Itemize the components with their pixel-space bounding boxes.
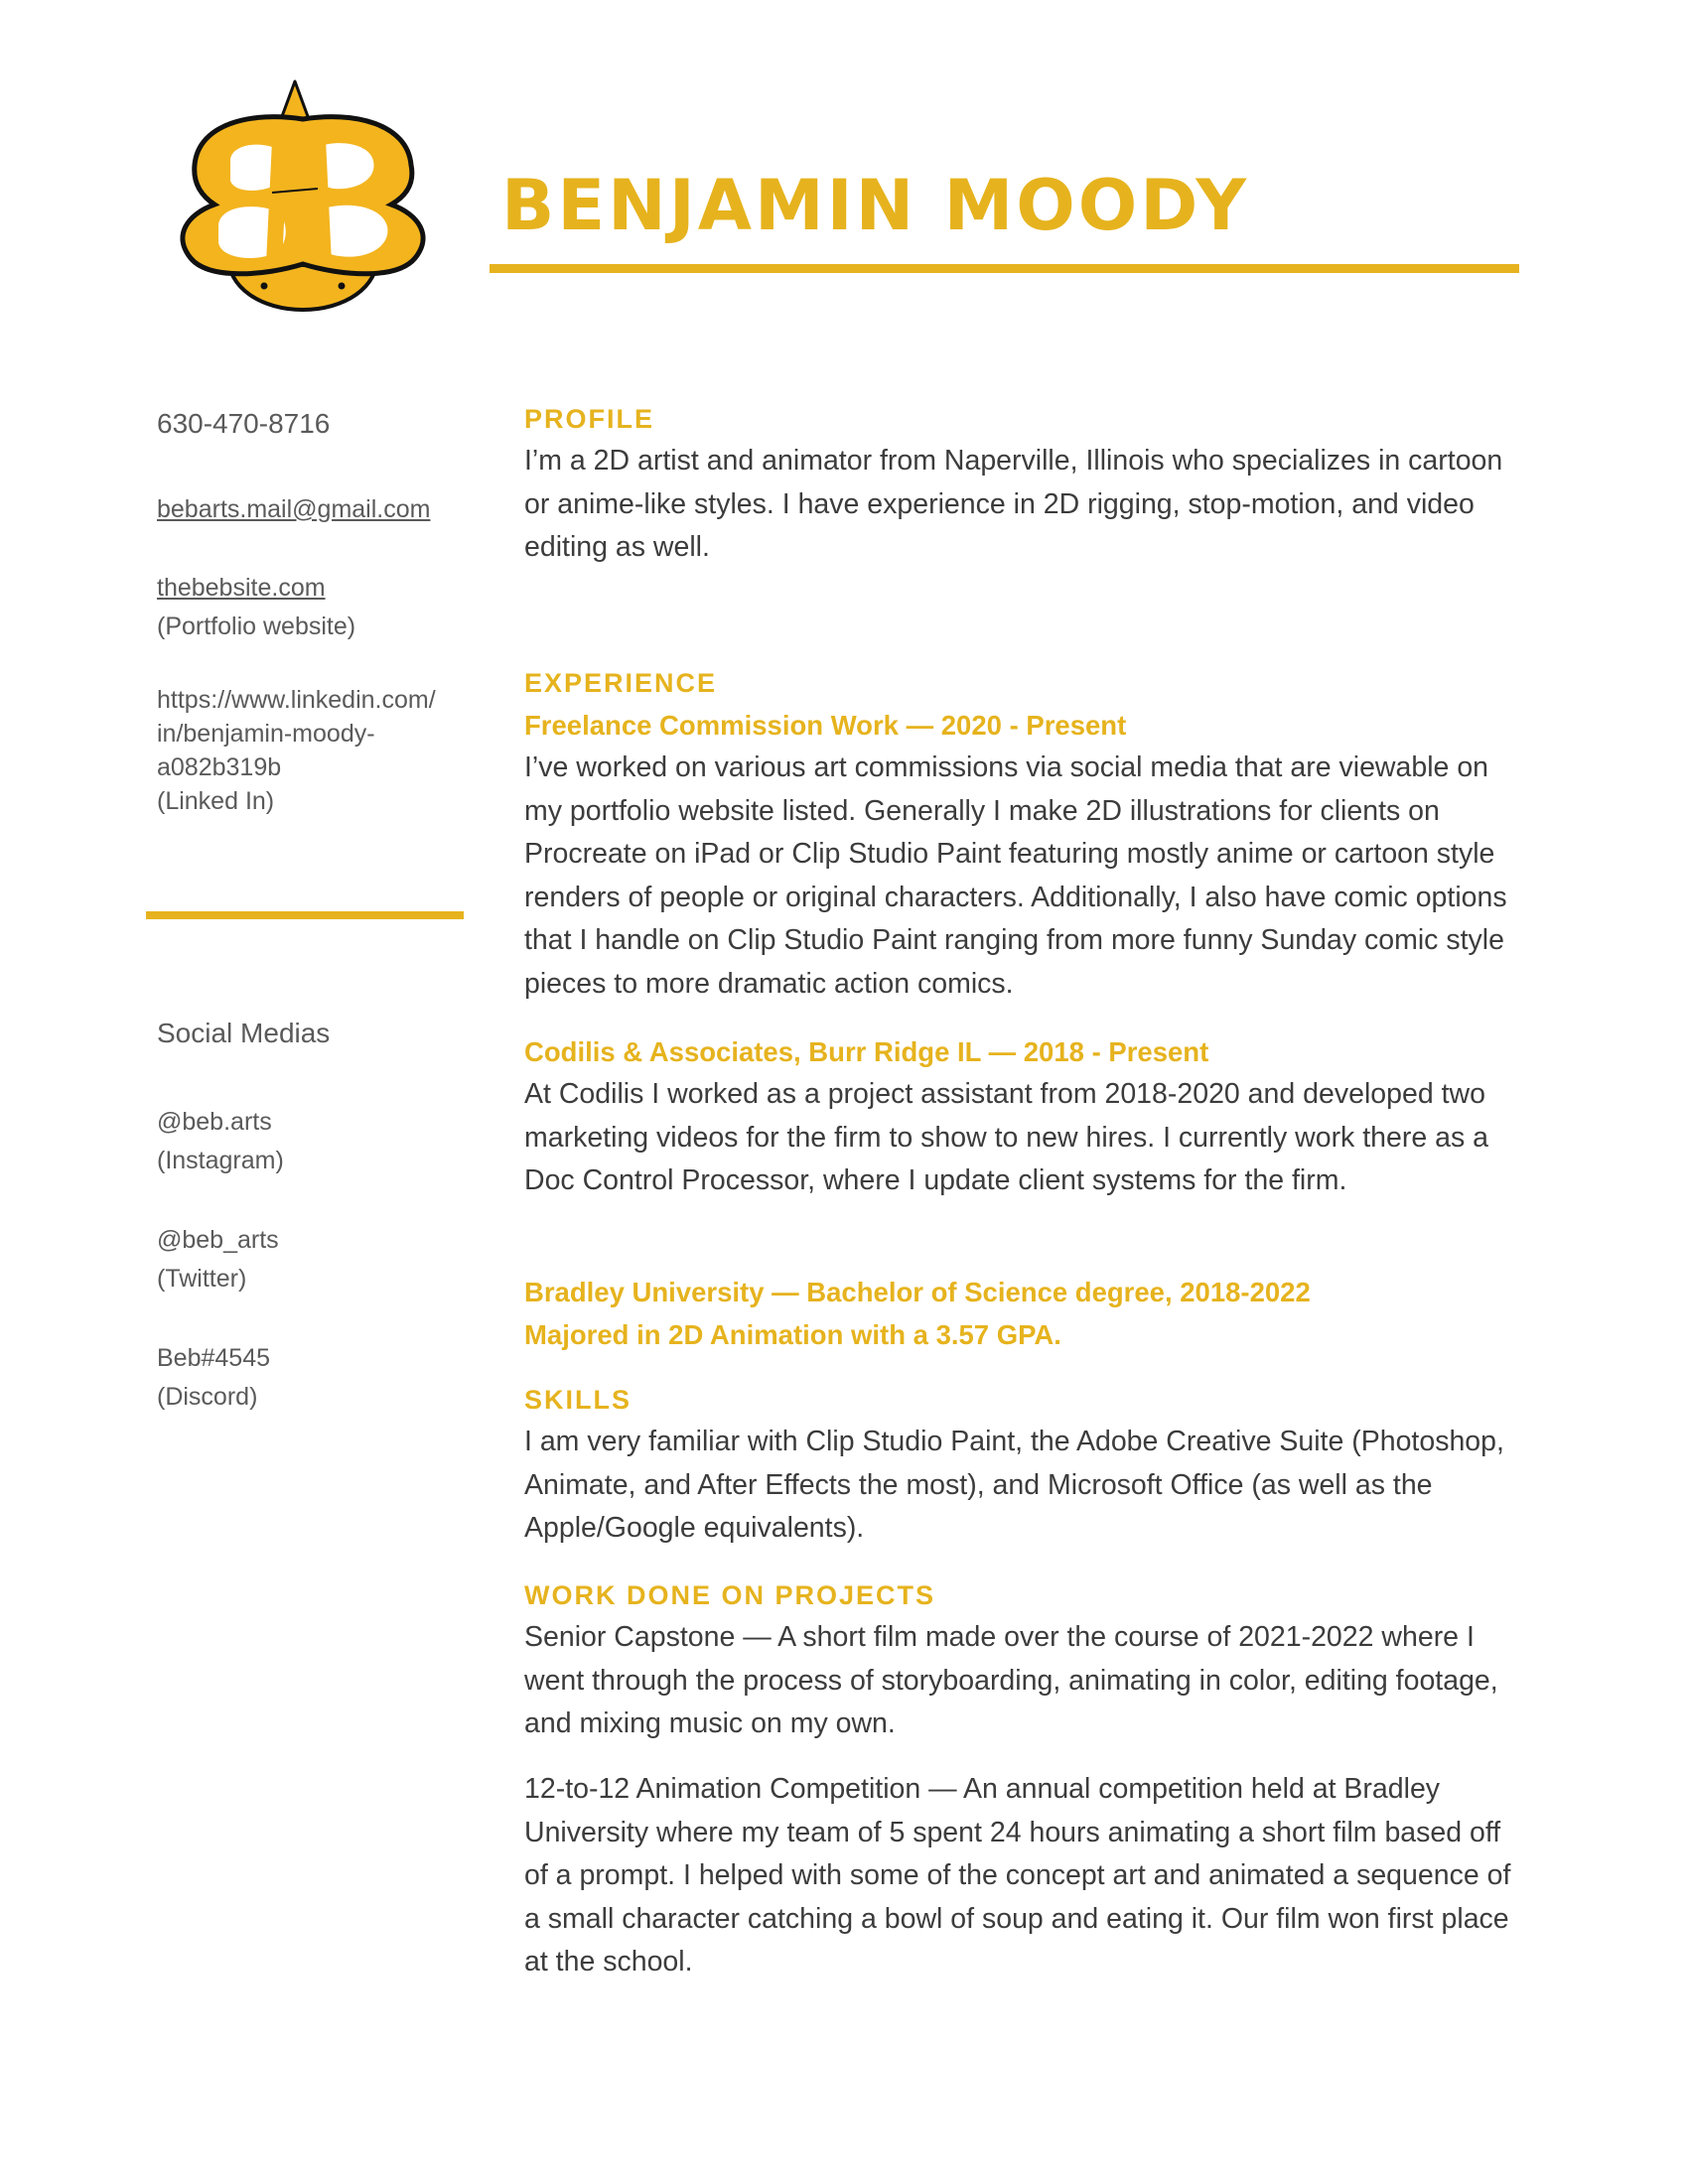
- candidate-name: BENJAMIN MOODY: [501, 165, 1250, 246]
- linkedin-line-3: a082b319b: [157, 753, 282, 781]
- projects-heading: WORK DONE ON PROJECTS: [524, 1580, 936, 1610]
- project-12-to-12: 12-to-12 Animation Competition — An annual competition held at Bradley University where my team of 5 spent 24 hours animating a short film based off of a prompt. I helped with some of the concept art and animated a sequence of a small character catching a bowl of soup and eating it. Our film won first place at the school.: [524, 1773, 1511, 1978]
- phone-number: 630-470-8716: [157, 408, 331, 439]
- twitter-handle: @beb_arts: [157, 1226, 279, 1254]
- instagram-note: (Instagram): [157, 1147, 284, 1174]
- bb-monogram-logo-icon: [169, 77, 437, 316]
- sidebar-divider: [146, 911, 464, 919]
- education-major: Majored in 2D Animation with a 3.57 GPA.: [524, 1319, 1061, 1350]
- job-text-codilis: At Codilis I worked as a project assistant from 2018-2020 and developed two marketing videos for the firm to show to new hires. I currently work there as a Doc Control Processor, where I update client systems for the firm.: [524, 1078, 1488, 1196]
- discord-handle: Beb#4545: [157, 1344, 271, 1372]
- job-title-freelance: Freelance Commission Work — 2020 - Present: [524, 710, 1127, 741]
- job-text-freelance: I’ve worked on various art commissions via social media that are viewable on my portfolio website listed. Generally I make 2D illustrations for clients on Procreate on iPad or Clip Studio Paint featuring mostly anime or cartoon style renders of people or original characters. Additionally, I also have comic options that I handle on Clip Studio Paint ranging from more funny Sunday comic style pieces to more dramatic action comics.: [524, 751, 1507, 1000]
- website-note: (Portfolio website): [157, 613, 356, 640]
- email-link[interactable]: bebarts.mail@gmail.com: [157, 495, 431, 523]
- skills-text: I am very familiar with Clip Studio Paint, the Adobe Creative Suite (Photoshop, Animate, and After Effects the most), and Microsoft Office (as well as the Apple/Google equivalents).: [524, 1426, 1504, 1544]
- skills-heading: SKILLS: [524, 1385, 633, 1415]
- education-degree: Bradley University — Bachelor of Science degree, 2018-2022: [524, 1277, 1311, 1307]
- twitter-note: (Twitter): [157, 1265, 247, 1293]
- linkedin-line-1: https://www.linkedin.com/: [157, 686, 436, 714]
- project-senior-capstone: Senior Capstone — A short film made over the course of 2021-2022 where I went through the process of storyboarding, animating in color, editing footage, and mixing music on my own.: [524, 1621, 1498, 1739]
- profile-text: I’m a 2D artist and animator from Naperville, Illinois who specializes in cartoon or anime-like styles. I have experience in 2D rigging, stop-motion, and video editing as well.: [524, 445, 1503, 563]
- job-title-codilis: Codilis & Associates, Burr Ridge IL — 2018 - Present: [524, 1036, 1209, 1067]
- experience-heading: EXPERIENCE: [524, 668, 718, 698]
- website-link[interactable]: thebebsite.com: [157, 574, 326, 602]
- instagram-handle: @beb.arts: [157, 1108, 272, 1136]
- header-divider: [490, 264, 1519, 273]
- linkedin-note: (Linked In): [157, 787, 275, 815]
- social-medias-heading: Social Medias: [157, 1018, 331, 1048]
- linkedin-link[interactable]: [157, 683, 475, 784]
- linkedin-line-2: in/benjamin-moody-: [157, 720, 375, 748]
- profile-heading: PROFILE: [524, 404, 655, 434]
- discord-note: (Discord): [157, 1383, 258, 1411]
